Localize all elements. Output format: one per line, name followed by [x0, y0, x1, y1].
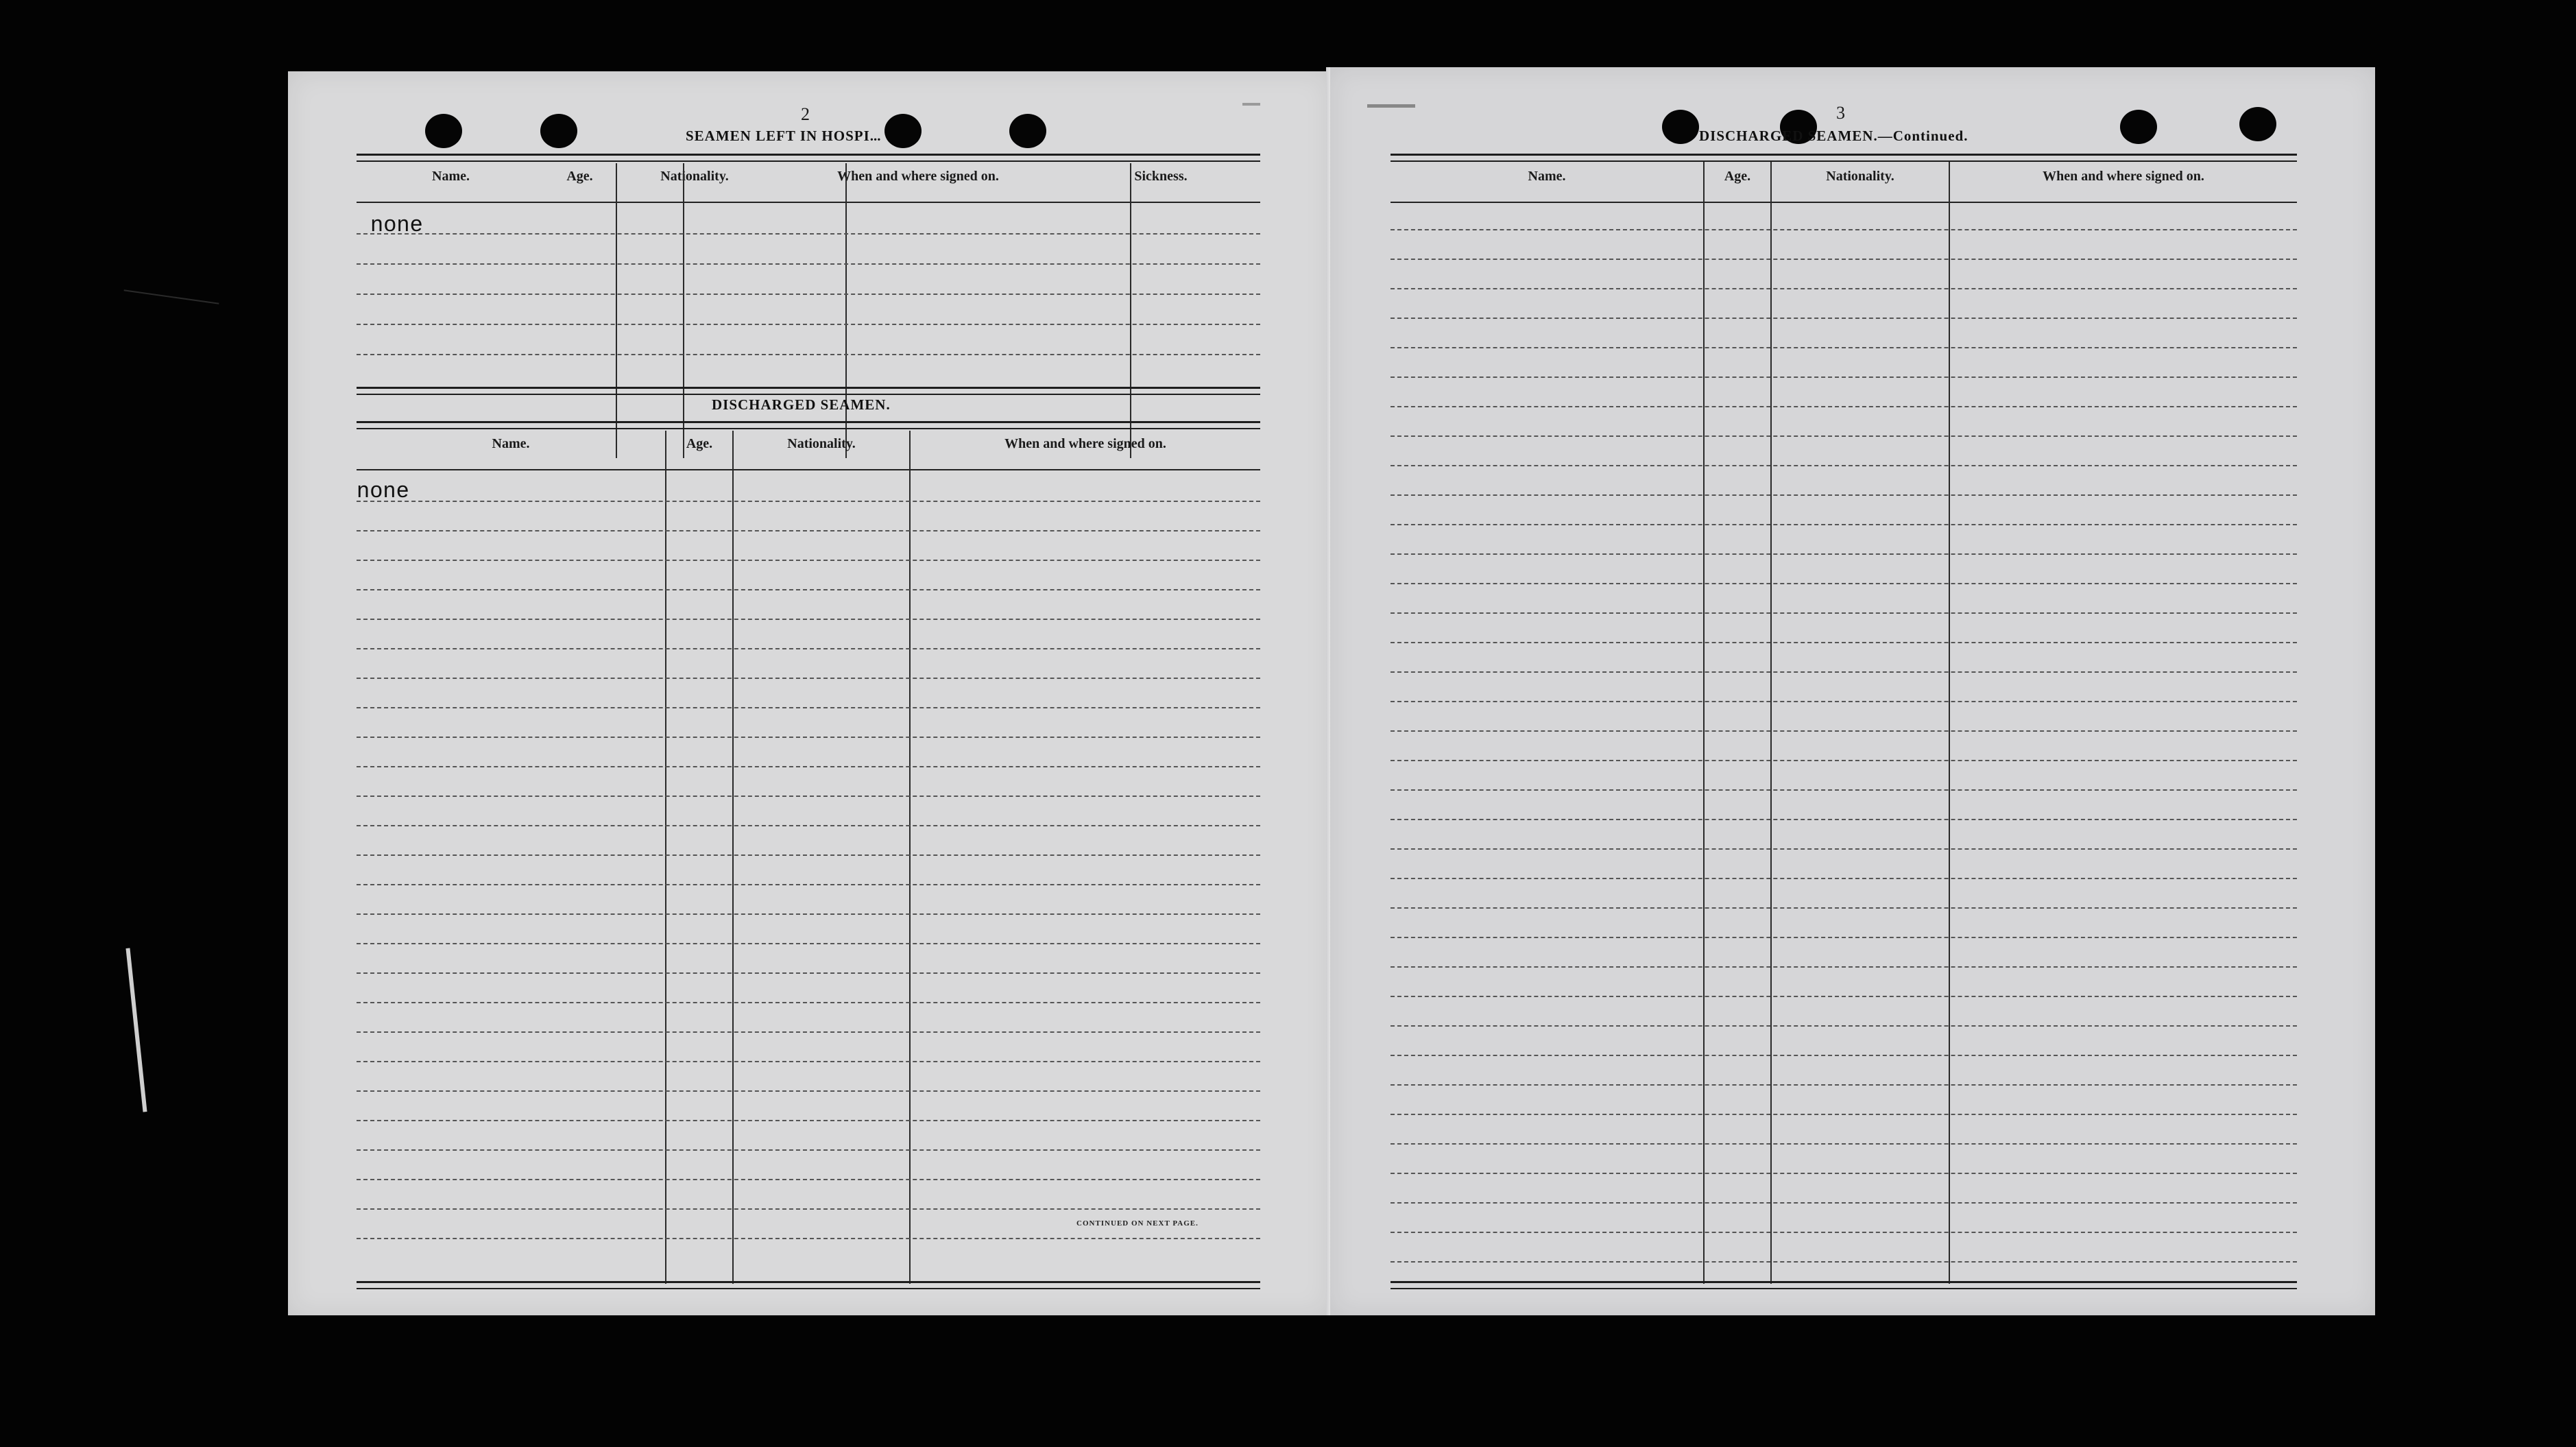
right-header-nationality: Nationality. [1826, 169, 1894, 184]
ruled-line [1391, 612, 2297, 614]
ruled-line [1391, 229, 2297, 230]
hospital-header-name: Name. [432, 169, 470, 184]
discharged-bottom-rule [357, 1281, 1260, 1289]
ruled-line [1391, 878, 2297, 879]
ruled-line [357, 619, 1260, 620]
ruled-line [357, 501, 1260, 502]
hospital-header-rule [357, 202, 1260, 203]
page-number: 2 [801, 104, 810, 124]
ruled-line [357, 1090, 1260, 1092]
right-header-age: Age. [1724, 169, 1751, 184]
hospital-section-title [686, 128, 881, 145]
ruled-line [1391, 789, 2297, 791]
discharged-header-nationality: Nationality. [787, 436, 856, 451]
ruled-line [357, 678, 1260, 679]
hospital-header-nationality: Nationality. [660, 169, 729, 184]
ruled-line [1391, 701, 2297, 702]
right-header-signed-on: When and where signed on. [2043, 169, 2204, 184]
ruled-line [357, 1002, 1260, 1003]
scan-mark [1367, 104, 1415, 108]
ruled-line [1391, 583, 2297, 584]
hospital-header-age: Age. [566, 169, 593, 184]
ruled-line [357, 884, 1260, 885]
ruled-line [357, 233, 1260, 235]
punch-hole [2239, 107, 2276, 141]
left-page [288, 71, 1330, 1315]
ruled-line [357, 1149, 1260, 1151]
ruled-line [1391, 1173, 2297, 1174]
ruled-line [357, 943, 1260, 944]
ruled-line [1391, 376, 2297, 378]
hospital-bottom-rule [357, 387, 1260, 395]
ruled-line [357, 854, 1260, 856]
ruled-line [357, 796, 1260, 797]
ruled-line [357, 1120, 1260, 1121]
ruled-line [1391, 494, 2297, 496]
right-header-rule [1391, 202, 2297, 203]
ruled-line [1391, 937, 2297, 938]
ruled-line [357, 1061, 1260, 1062]
ruled-line [1391, 966, 2297, 968]
ruled-line [357, 737, 1260, 738]
ruled-line [1391, 1261, 2297, 1263]
right-bottom-rule [1391, 1281, 2297, 1289]
ruled-line [1391, 465, 2297, 466]
hospital-header-signed-on: When and where signed on. [837, 169, 999, 184]
discharged-column-line [732, 431, 734, 1284]
ruled-line [1391, 406, 2297, 407]
punch-hole [1662, 110, 1699, 144]
ruled-line [357, 560, 1260, 561]
ruled-line [357, 263, 1260, 265]
ruled-line [1391, 848, 2297, 850]
ruled-line [357, 354, 1260, 355]
ruled-line [1391, 1055, 2297, 1056]
hospital-title-text: SEAMEN LEFT IN HOSPI [686, 128, 870, 144]
ruled-line [1391, 819, 2297, 820]
ruled-line [357, 1031, 1260, 1033]
ruled-line [357, 972, 1260, 974]
ruled-line [357, 324, 1260, 325]
hospital-entry: none [370, 213, 423, 238]
right-page [1330, 67, 2375, 1315]
ruled-line [1391, 288, 2297, 289]
discharged-top-rule [357, 421, 1260, 429]
discharged-column-line [909, 431, 911, 1284]
ruled-line [357, 530, 1260, 531]
ruled-line [1391, 259, 2297, 260]
right-column-line [1703, 162, 1705, 1284]
discharged-entry: none [357, 479, 409, 504]
ruled-line [357, 1208, 1260, 1210]
ruled-line [1391, 671, 2297, 673]
right-top-rule [1391, 154, 2297, 162]
ruled-line [357, 294, 1260, 295]
right-section-title: DISCHARGED SEAMEN.—Continued. [1699, 128, 1969, 144]
ruled-line [1391, 907, 2297, 909]
ruled-line [1391, 1232, 2297, 1233]
ruled-line [1391, 1202, 2297, 1204]
discharged-column-line [665, 431, 666, 1284]
hospital-header-sickness: Sickness. [1134, 169, 1188, 184]
hospital-column-line [683, 163, 684, 458]
ruled-line [1391, 642, 2297, 643]
ruled-line [357, 825, 1260, 826]
ruled-line [357, 766, 1260, 767]
ruled-line [1391, 1143, 2297, 1145]
punch-hole [1009, 114, 1046, 148]
ruled-line [1391, 1025, 2297, 1027]
discharged-header-age: Age. [686, 436, 713, 451]
page-number: 3 [1836, 103, 1845, 123]
punch-hole [884, 114, 922, 148]
right-column-line [1949, 162, 1950, 1284]
ruled-line [357, 589, 1260, 590]
ruled-line [1391, 760, 2297, 761]
ruled-line [357, 1238, 1260, 1239]
discharged-header-name: Name. [492, 436, 530, 451]
hospital-top-rule [357, 154, 1260, 162]
ruled-line [1391, 1084, 2297, 1086]
discharged-header-signed-on: When and where signed on. [1004, 436, 1166, 451]
scan-mark [1242, 103, 1260, 106]
hospital-title-suffix: ... [869, 128, 881, 144]
discharged-header-rule [357, 469, 1260, 470]
ruled-line [357, 1179, 1260, 1180]
ruled-line [1391, 347, 2297, 348]
punch-hole [2120, 110, 2157, 144]
ruled-line [1391, 1114, 2297, 1115]
punch-hole [540, 114, 577, 148]
hospital-column-line [616, 163, 617, 458]
ruled-line [1391, 730, 2297, 732]
right-column-line [1770, 162, 1772, 1284]
hospital-column-line [845, 163, 847, 458]
ruled-line [357, 707, 1260, 708]
ruled-line [1391, 553, 2297, 555]
ruled-line [1391, 524, 2297, 525]
ruled-line [1391, 996, 2297, 997]
hospital-column-line [1130, 163, 1131, 458]
ruled-line [357, 913, 1260, 915]
ruled-line [1391, 435, 2297, 437]
right-header-name: Name. [1528, 169, 1566, 184]
ruled-line [1391, 318, 2297, 319]
punch-hole [425, 114, 462, 148]
discharged-section-title: DISCHARGED SEAMEN. [712, 396, 891, 413]
ruled-line [357, 648, 1260, 649]
continued-note: CONTINUED ON NEXT PAGE. [1076, 1219, 1199, 1228]
